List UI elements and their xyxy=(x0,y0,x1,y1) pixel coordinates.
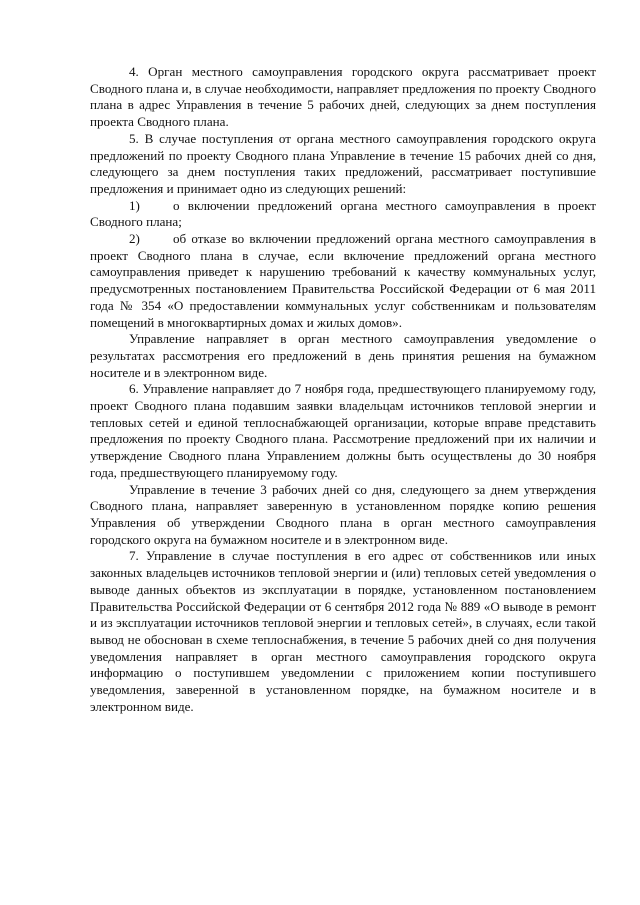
paragraph-7: 7. Управление в случае поступления в его адрес от собственников или иных законных владельцев источников тепловой энергии и (или) тепловых сетей уведомления о выводе данных объектов из эксплуатации в порядке, установленном постановлением Правительства Российской Федерации от 6 сентября 2012 года № 889 «О выводе в ремонт и из эксплуатации источников тепловой энергии и тепловых сетей», в случаях, если такой вывод не обоснован в схеме теплоснабжения, в течение 5 рабочих дней со дня получения уведомления направляет в орган местного самоуправления городского округа информацию о поступившем уведомлении с приложением копии поступившего уведомления, заверенной в установленном порядке, на бумажном носителе и в электронном виде. xyxy=(90,548,596,714)
list-item-number: 2) xyxy=(129,231,140,247)
list-item-number: 1) xyxy=(129,197,140,213)
paragraph-6: 6. Управление направляет до 7 ноября года, предшествующего планируемому году, проект Сводного плана подавшим заявки владельцам источников тепловой энергии и тепловых сетей и единой теплоснабжающей организации, которые вправе представить предложения по проекту Сводного плана. Рассмотрение предложений при их наличии и утверждение Сводного плана Управлением должны быть осуществлены до 30 ноября года, предшествующего планируемому году. xyxy=(90,381,596,480)
document-page xyxy=(90,64,596,715)
list-item-text: об отказе во включении предложений органа местного самоуправления в проект Сводного плана в случае, если включение предложений органа местного самоуправления приведет к нарушению требований к качеству коммунальных услуг, предусмотренных постановлением Правительства Российской Федерации от 6 мая 2011 года № 354 «О предоставлении коммунальных услуг собственникам и пользователям помещений в многоквартирных домах и жилых домов». xyxy=(90,231,596,330)
paragraph-notification: Управление направляет в орган местного самоуправления уведомление о результатах рассмотрения его предложений в день принятия решения на бумажном носителе и в электронном виде. xyxy=(90,331,596,380)
paragraph-5: 5. В случае поступления от органа местного самоуправления городского округа предложений по проекту Сводного плана Управление в течение 15 рабочих дней со дня, следующего за днем поступления таких предложений, рассматривает поступившие предложения и принимает одно из следующих решений: xyxy=(90,130,596,196)
list-item-text: о включении предложений органа местного самоуправления в проект Сводного плана; xyxy=(90,197,596,230)
list-item-1 xyxy=(90,198,596,231)
list-item-2 xyxy=(90,231,596,331)
paragraph-4: 4. Орган местного самоуправления городского округа рассматривает проект Сводного плана и, в случае необходимости, направляет предложения по проекту Сводного плана в адрес Управления в течение 5 рабочих дней, следующих за днем поступления проекта Сводного плана. xyxy=(90,64,596,130)
paragraph-approval: Управление в течение 3 рабочих дней со дня, следующего за днем утверждения Сводного плана, направляет заверенную в установленном порядке копию решения Управления об утверждении Сводного плана в орган местного самоуправления городского округа на бумажном носителе и в электронном виде. xyxy=(90,481,596,547)
